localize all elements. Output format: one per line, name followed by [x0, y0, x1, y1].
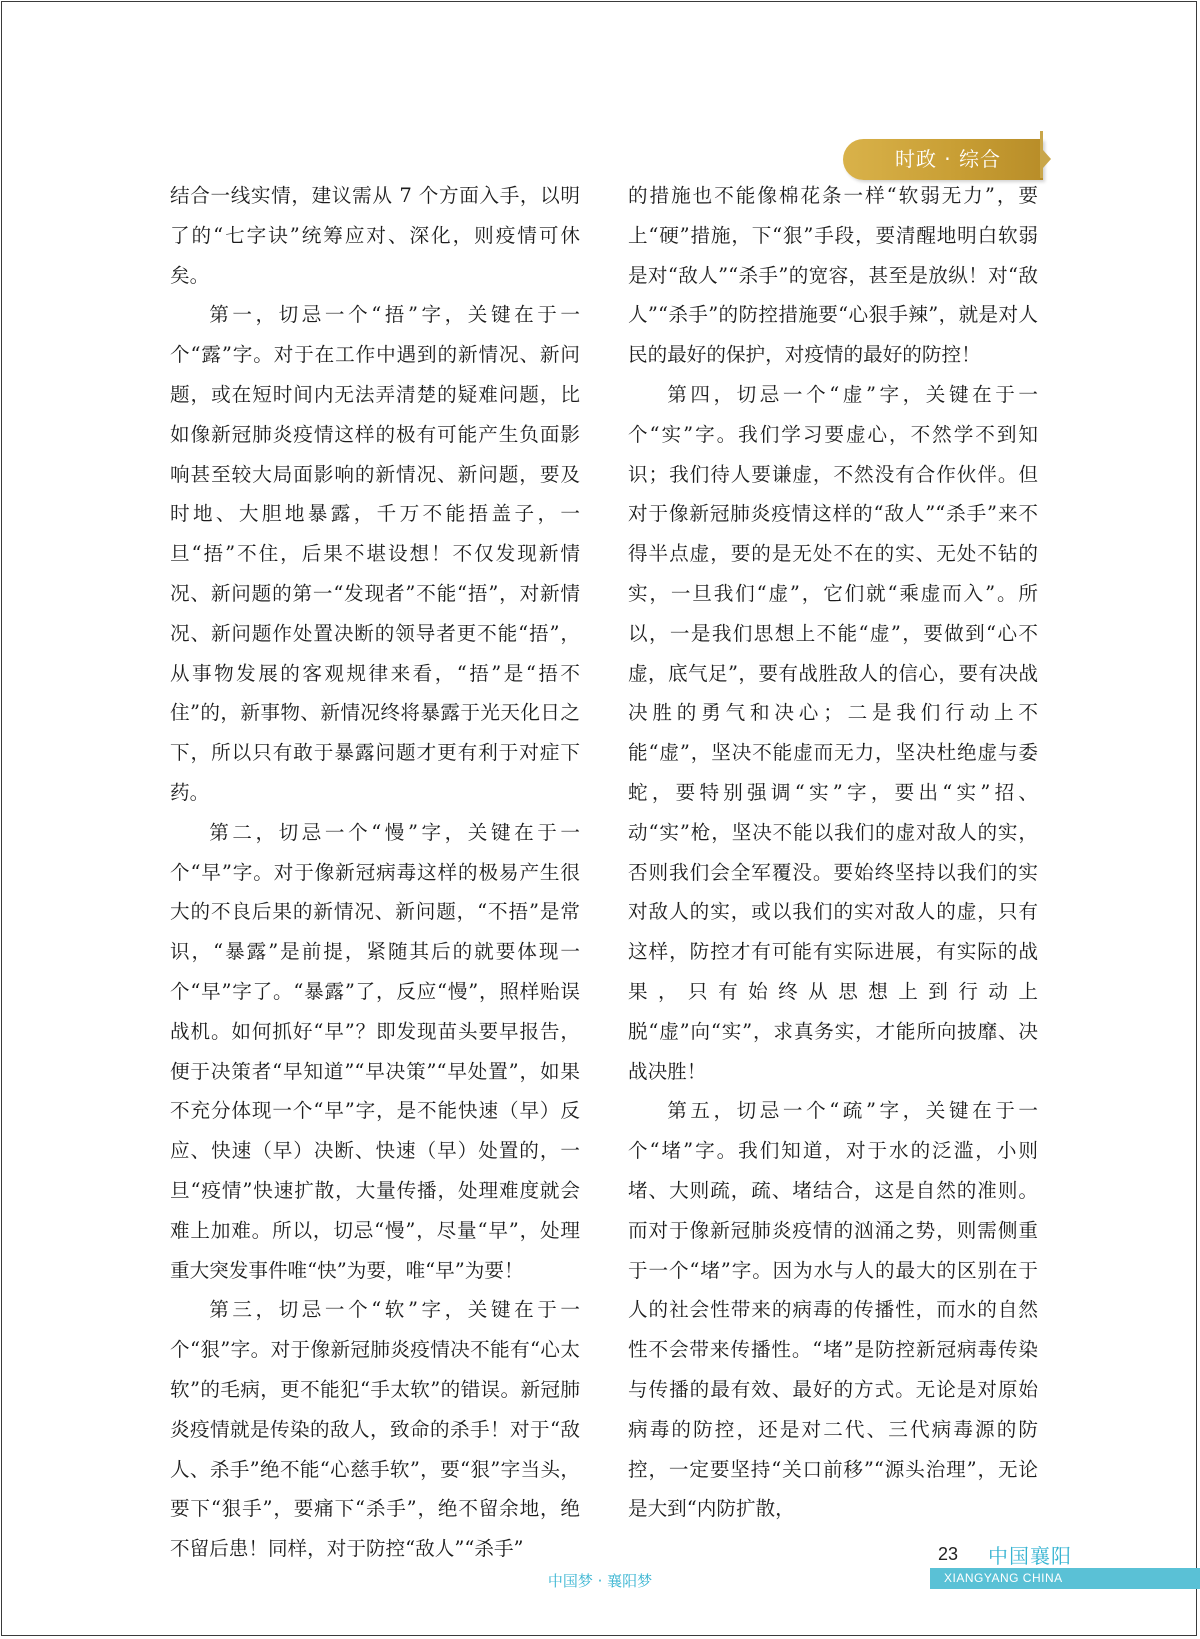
section-tab — [843, 139, 1043, 180]
footer-slogan: 中国梦 · 襄阳梦 — [547, 1572, 653, 1590]
paragraph: 第四，切忌一个“虚”字，关键在于一个“实”字。我们学习要虚心，不然学不到知识；我们待人要谦虚，不然没有合作伙伴。但对于像新冠肺炎疫情这样的“敌人”“杀手”来不得半点虚，要的是无处不在的实、无处不钻的实，一旦我们“虚”，它们就“乘虚而入”。所以，一是我们思想上不能“虚”，要做到“心不虚，底气足”，要有战胜敌人的信心，要有决战决胜的勇气和决心；二是我们行动上不能“虚”，坚决不能虚而无力，坚决杜绝虚与委蛇，要特别强调“实”字，要出“实”招、动“实”枪，坚决不能以我们的虚对敌人的实，否则我们会全军覆没。要始终坚持以我们的实对敌人的实，或以我们的实对敌人的虚，只有这样，防控才有可能有实际进展，有实际的战果，只有始终从思想上到行动上脱“虚”向“实”，求真务实，才能所向披靡、决战决胜！ — [628, 382, 1038, 1083]
paragraph: 第三，切忌一个“软”字，关键在于一个“狠”字。对于像新冠肺炎疫情决不能有“心太软”的毛病，更不能犯“手太软”的错误。新冠肺炎疫情就是传染的敌人，致命的杀手！对于“敌人、杀手”绝不能“心慈手软”，要“狠”字当头，要下“狠手”，要痛下“杀手”，绝不留余地，绝不留后患！同样，对于防控“敌人”“杀手” — [170, 1298, 580, 1561]
article-column-right — [628, 176, 1038, 1529]
paragraph: 结合一线实情，建议需从 7 个方面入手，以明了的“七字诀”统筹应对、深化，则疫情可休矣。 — [170, 184, 580, 287]
magazine-title: 中国襄阳 — [988, 1544, 1072, 1568]
section-tab-notch — [1043, 150, 1051, 168]
paragraph: 的措施也不能像棉花条一样“软弱无力”，要上“硬”措施，下“狠”手段，要清醒地明白软弱是对“敌人”“杀手”的宽容，甚至是放纵！对“敌人”“杀手”的防控措施要“心狠手辣”，就是对人民的最好的保护，对疫情的最好的防控！ — [628, 184, 1038, 367]
page-number: 23 — [938, 1544, 959, 1564]
paragraph: 第一，切忌一个“捂”字，关键在于一个“露”字。对于在工作中遇到的新情况、新问题，或在短时间内无法弄清楚的疑难问题，比如像新冠肺炎疫情这样的极有可能产生负面影响甚至较大局面影响的新情况、新问题，要及时地、大胆地暴露，千万不能捂盖子，一旦“捂”不住，后果不堪设想！不仅发现新情况、新问题的第一“发现者”不能“捂”，对新情况、新问题作处置决断的领导者更不能“捂”，从事物发展的客观规律来看，“捂”是“捂不住”的，新事物、新情况终将暴露于光天化日之下，所以只有敢于暴露问题才更有利于对症下药。 — [170, 303, 580, 804]
paragraph: 第二，切忌一个“慢”字，关键在于一个“早”字。对于像新冠病毒这样的极易产生很大的不良后果的新情况、新问题，“不捂”是常识，“暴露”是前提，紧随其后的就要体现一个“早”字了。“暴露”了，反应“慢”，照样贻误战机。如何抓好“早”？即发现苗头要早报告，便于决策者“早知道”“早决策”“早处置”，如果不充分体现一个“早”字，是不能快速（早）反应、快速（早）决断、快速（早）处置的，一旦“疫情”快速扩散，大量传播，处理难度就会难上加难。所以，切忌“慢”，尽量“早”，处理重大突发事件唯“快”为要，唯“早”为要！ — [170, 820, 580, 1282]
paragraph: 第五，切忌一个“疏”字，关键在于一个“堵”字。我们知道，对于水的泛滥，小则堵、大则疏，疏、堵结合，这是自然的准则。而对于像新冠肺炎疫情的汹涌之势，则需侧重于一个“堵”字。因为水与人的最大的区别在于人的社会性带来的病毒的传播性，而水的自然性不会带来传播性。“堵”是防控新冠病毒传染与传播的最有效、最好的方式。无论是对原始病毒的防控，还是对二代、三代病毒源的防控，一定要坚持“关口前移”“源头治理”，无论是大到“内防扩散， — [628, 1099, 1038, 1521]
section-tab-label: 时政 · 综合 — [894, 147, 1002, 171]
magazine-title-en: XIANGYANG CHINA — [944, 1571, 1063, 1585]
article-column-left — [170, 176, 580, 1569]
